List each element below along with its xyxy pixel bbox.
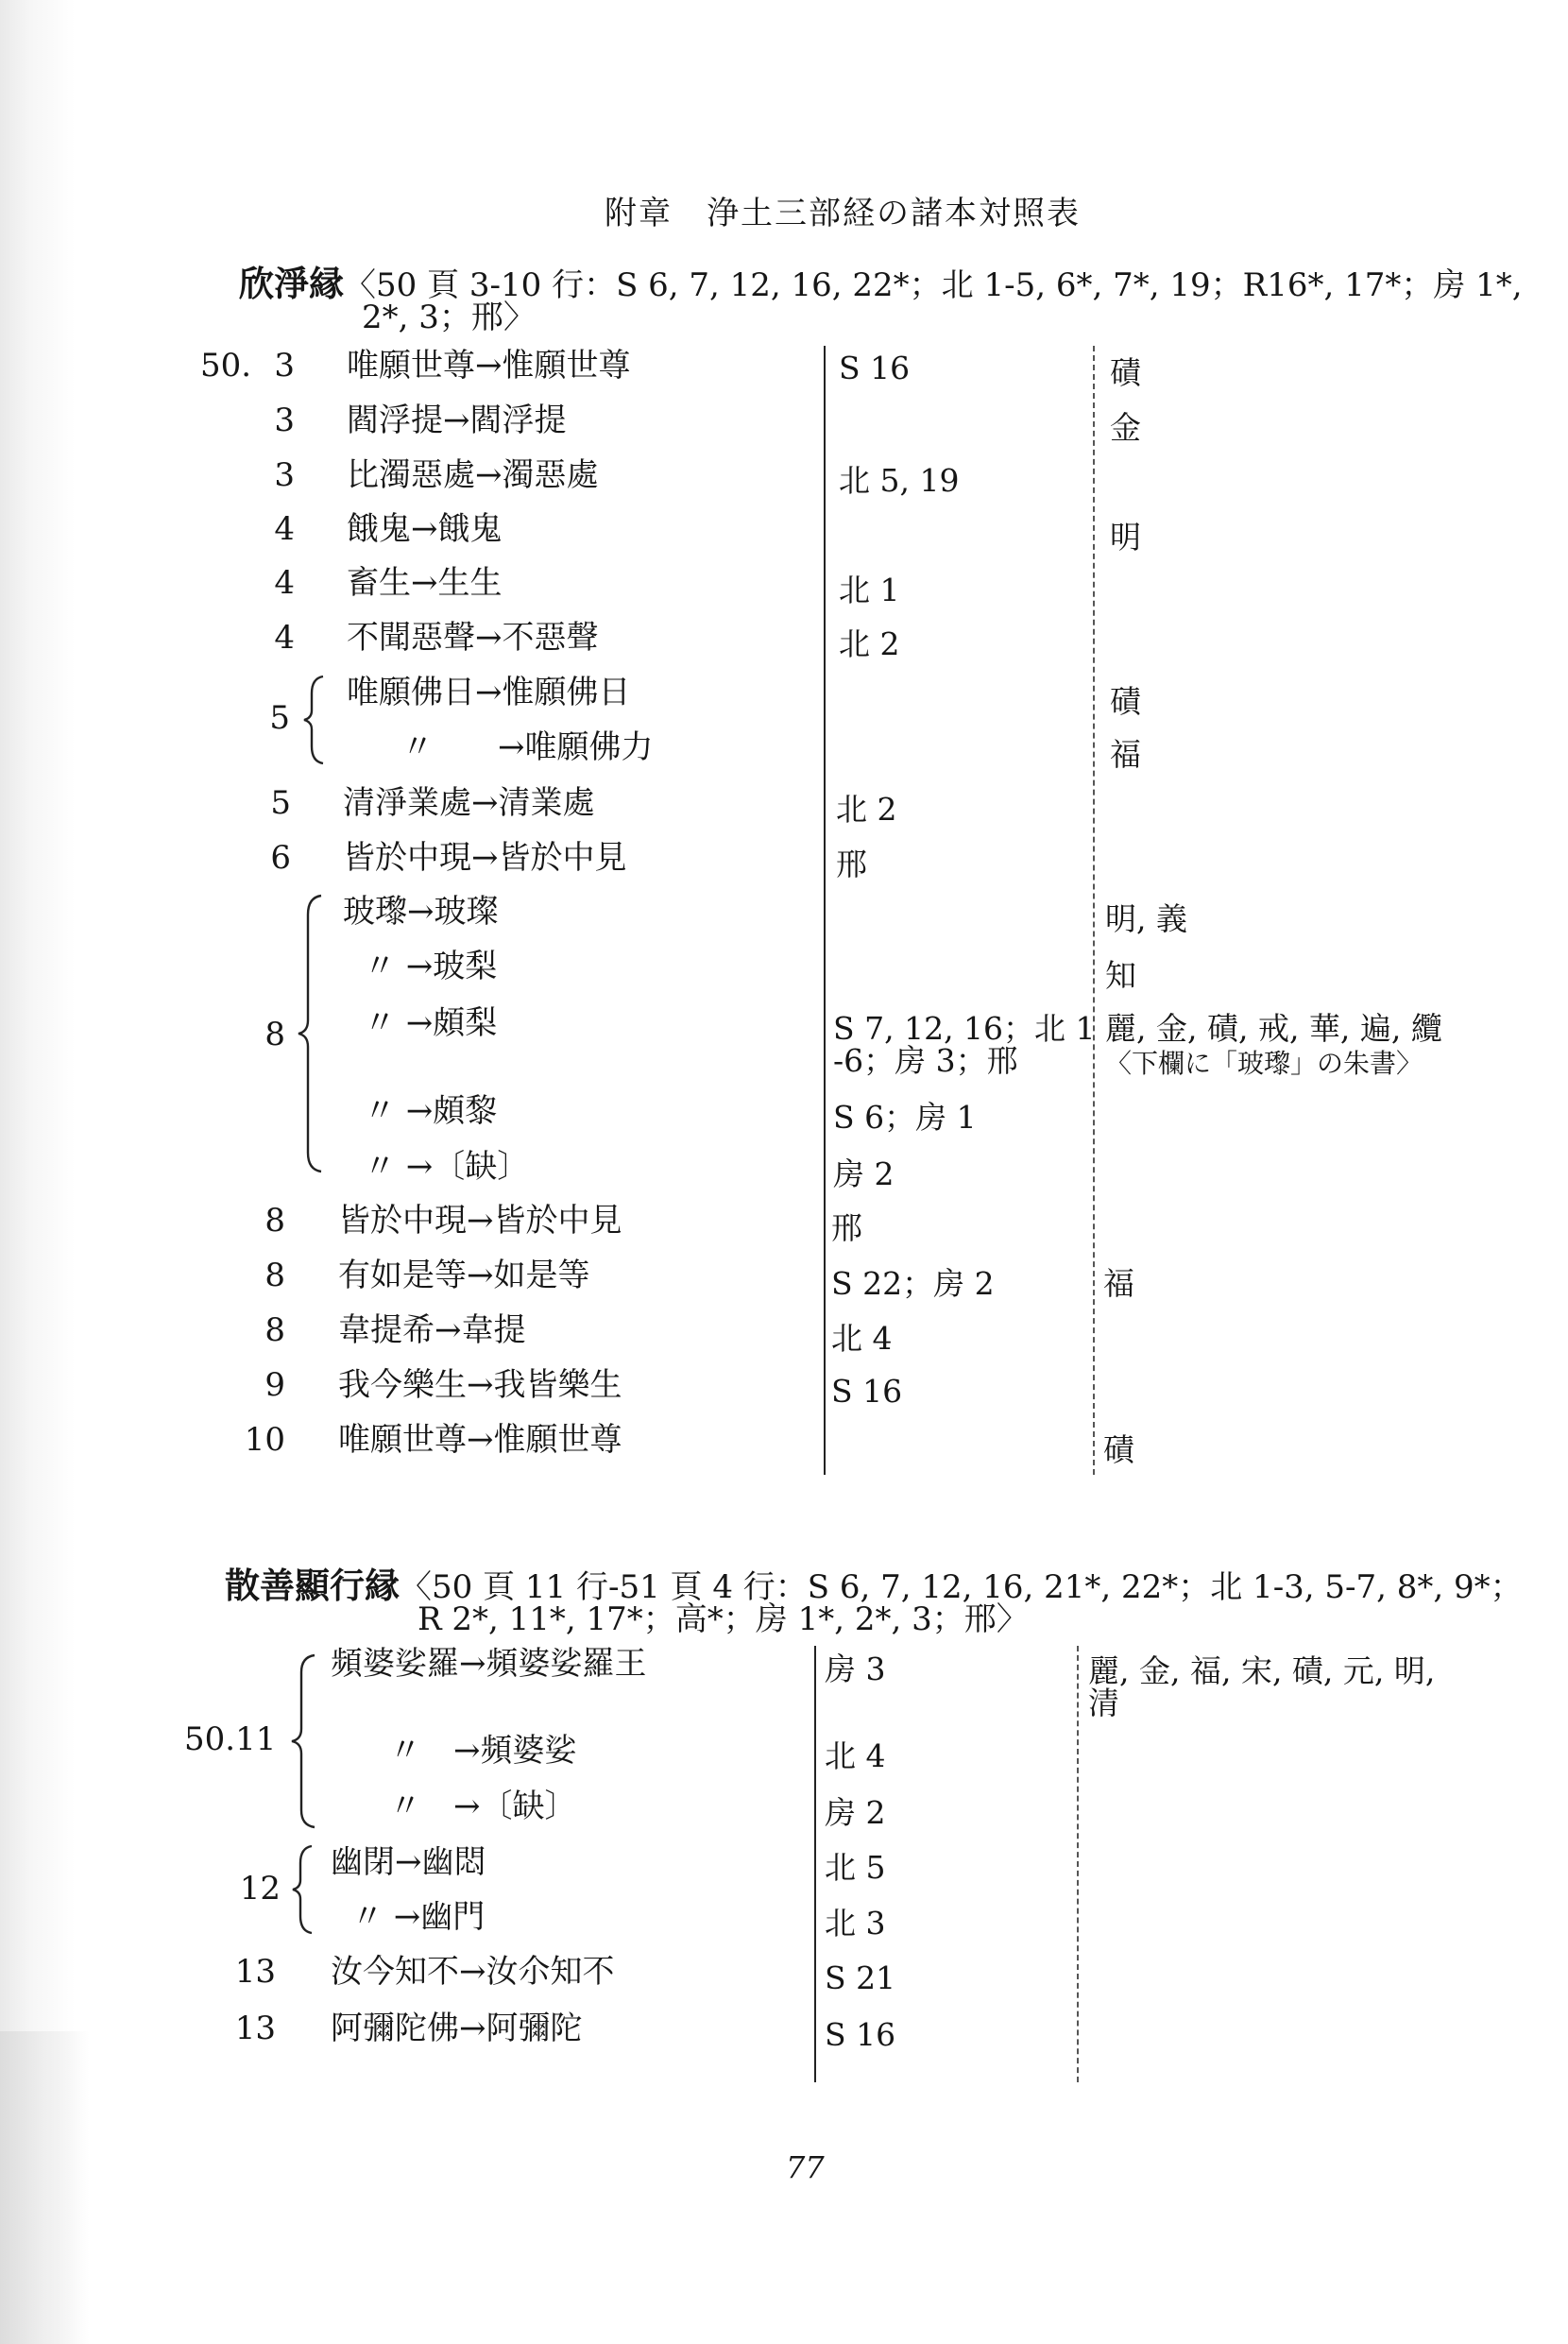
variant-text: 〃 →頗黎	[364, 1092, 498, 1130]
edition-ref: 明	[1110, 519, 1141, 556]
line-number: 13	[234, 1953, 276, 1991]
line-number: 9	[264, 1366, 285, 1404]
variant-text: 唯願佛日→惟願佛日	[347, 674, 631, 711]
variant-text: 清淨業處→清業處	[343, 784, 595, 822]
variant-text: 〃 →〔缺〕	[364, 1148, 530, 1186]
edition-ref: 麗, 金, 福, 宋, 磧, 元, 明,	[1088, 1652, 1436, 1689]
manuscript-ref: S 22；房 2	[831, 1265, 995, 1302]
section-1-title: 欣淨縁	[239, 263, 344, 304]
column-divider-solid	[824, 346, 826, 1475]
column-divider-dashed	[1093, 346, 1095, 1475]
variant-text: 〃 →〔缺〕	[389, 1788, 577, 1825]
edition-ref: 磧	[1110, 683, 1141, 720]
line-number: 4	[274, 564, 295, 602]
variant-text: 唯願世尊→惟願世尊	[338, 1421, 622, 1459]
manuscript-ref: S 16	[839, 350, 911, 386]
line-number: 6	[270, 839, 291, 877]
manuscript-ref: S 21	[825, 1959, 896, 1996]
edition-ref: 磧	[1103, 1431, 1134, 1468]
manuscript-ref: 房 2	[825, 1794, 886, 1831]
variant-text: 〃 →頗梨	[364, 1004, 498, 1042]
edition-ref: 福	[1103, 1265, 1134, 1302]
section-2-title: 散善顯行縁	[225, 1565, 400, 1606]
variant-text: 皆於中現→皆於中見	[343, 839, 627, 877]
page-number: 77	[786, 2149, 825, 2185]
variant-text: 有如是等→如是等	[338, 1257, 590, 1294]
variant-text: 玻瓈→玻璨	[343, 893, 499, 931]
edition-ref: 福	[1110, 736, 1141, 773]
line-number: 12	[239, 1870, 281, 1908]
chapter-title: 附章 浄土三部経の諸本対照表	[605, 195, 1081, 232]
section-1-info-line-2: 2*, 3；邢〉	[362, 299, 536, 336]
variant-text: 〃 →頻婆娑	[389, 1732, 577, 1770]
line-number: 8	[264, 1016, 285, 1053]
line-number: 8	[264, 1257, 285, 1294]
variant-text: 〃 →玻梨	[364, 948, 498, 985]
section-1-info-line-1: 〈50 頁 3-10 行：S 6, 7, 12, 16, 22*；北 1-5, 6*, 7*, 19；R16*, 17*；房 1*,	[344, 266, 1523, 304]
variant-text: 〃 →唯願佛力	[401, 728, 654, 766]
column-divider-solid	[814, 1646, 816, 2082]
variant-text: 閻浮提→閻浮提	[347, 402, 567, 439]
section-1-header	[239, 263, 1523, 304]
variant-text: 畜生→生生	[347, 564, 503, 602]
edition-ref: 麗, 金, 磧, 戒, 華, 遍, 纜	[1105, 1010, 1442, 1047]
manuscript-ref: 北 4	[831, 1320, 893, 1357]
edition-ref: 磧	[1110, 354, 1141, 391]
manuscript-ref: S 16	[831, 1373, 903, 1410]
manuscript-ref: 北 2	[836, 791, 897, 828]
scan-edge-shadow-bottom	[0, 2031, 90, 2344]
line-number: 5	[270, 784, 291, 822]
manuscript-ref-continued: -6；房 3；邢	[833, 1042, 1018, 1079]
manuscript-ref: 房 3	[825, 1651, 886, 1687]
edition-ref: 知	[1105, 957, 1136, 994]
manuscript-ref: 北 5, 19	[839, 462, 960, 499]
section-2-header	[225, 1565, 1523, 1606]
manuscript-ref: 北 2	[839, 625, 900, 662]
variant-text: 唯願世尊→惟願世尊	[347, 347, 631, 385]
manuscript-ref: S 16	[825, 2016, 896, 2053]
brace-bracket	[295, 892, 327, 1175]
variant-text: 皆於中現→皆於中見	[338, 1202, 622, 1240]
variant-text: 我今樂生→我皆樂生	[338, 1366, 622, 1404]
line-number: 8	[264, 1311, 285, 1349]
edition-note: 〈下欄に「玻瓈」の朱書〉	[1105, 1048, 1423, 1079]
brace-bracket	[300, 673, 329, 767]
variant-text: 餓鬼→餓鬼	[347, 510, 503, 548]
variant-text: 韋提希→韋提	[338, 1311, 526, 1349]
manuscript-ref: S 7, 12, 16；北 1	[833, 1010, 1096, 1047]
edition-ref: 明, 義	[1105, 900, 1187, 937]
variant-text: 幽閉→幽悶	[331, 1843, 486, 1881]
manuscript-ref: 邢	[836, 846, 867, 882]
section-2-info-line-1: 〈50 頁 11 行-51 頁 4 行：S 6, 7, 12, 16, 21*, 22*；北 1-3, 5-7, 8*, 9*；	[400, 1568, 1523, 1606]
line-number: 4	[274, 619, 295, 657]
page-line-ref: 50.11	[184, 1720, 277, 1758]
scan-edge-shadow	[0, 0, 76, 2344]
line-number: 3	[274, 402, 295, 439]
variant-text: 頻婆娑羅→頻婆娑羅王	[331, 1645, 647, 1683]
section-2-info-line-2: R 2*, 11*, 17*；高*；房 1*, 2*, 3；邢〉	[418, 1600, 1029, 1638]
variant-text: 阿彌陀佛→阿彌陀	[331, 2010, 583, 2047]
line-number: 3	[274, 456, 295, 494]
line-number: 4	[274, 510, 295, 548]
brace-bracket	[288, 1651, 320, 1831]
manuscript-ref: 北 3	[825, 1905, 886, 1942]
line-number: 10	[244, 1421, 285, 1459]
column-divider-dashed	[1077, 1646, 1079, 2082]
variant-text: 汝今知不→汝尒知不	[331, 1953, 615, 1991]
manuscript-ref: S 6；房 1	[833, 1099, 977, 1136]
edition-ref-continued: 清	[1088, 1685, 1119, 1721]
line-number: 8	[264, 1202, 285, 1240]
brace-bracket	[289, 1842, 317, 1937]
manuscript-ref: 北 5	[825, 1849, 886, 1886]
variant-text: 不聞惡聲→不惡聲	[347, 619, 599, 657]
line-number: 13	[234, 2010, 276, 2047]
line-number: 3	[274, 347, 295, 385]
manuscript-ref: 北 4	[825, 1737, 886, 1774]
line-number: 5	[269, 699, 290, 737]
manuscript-ref: 北 1	[839, 572, 900, 608]
variant-text: 比濁惡處→濁惡處	[347, 456, 599, 494]
manuscript-ref: 邢	[831, 1209, 862, 1246]
page-ref-50: 50.	[200, 347, 252, 385]
manuscript-ref: 房 2	[833, 1155, 895, 1192]
edition-ref: 金	[1110, 409, 1141, 446]
variant-text: 〃 →幽門	[351, 1898, 486, 1936]
